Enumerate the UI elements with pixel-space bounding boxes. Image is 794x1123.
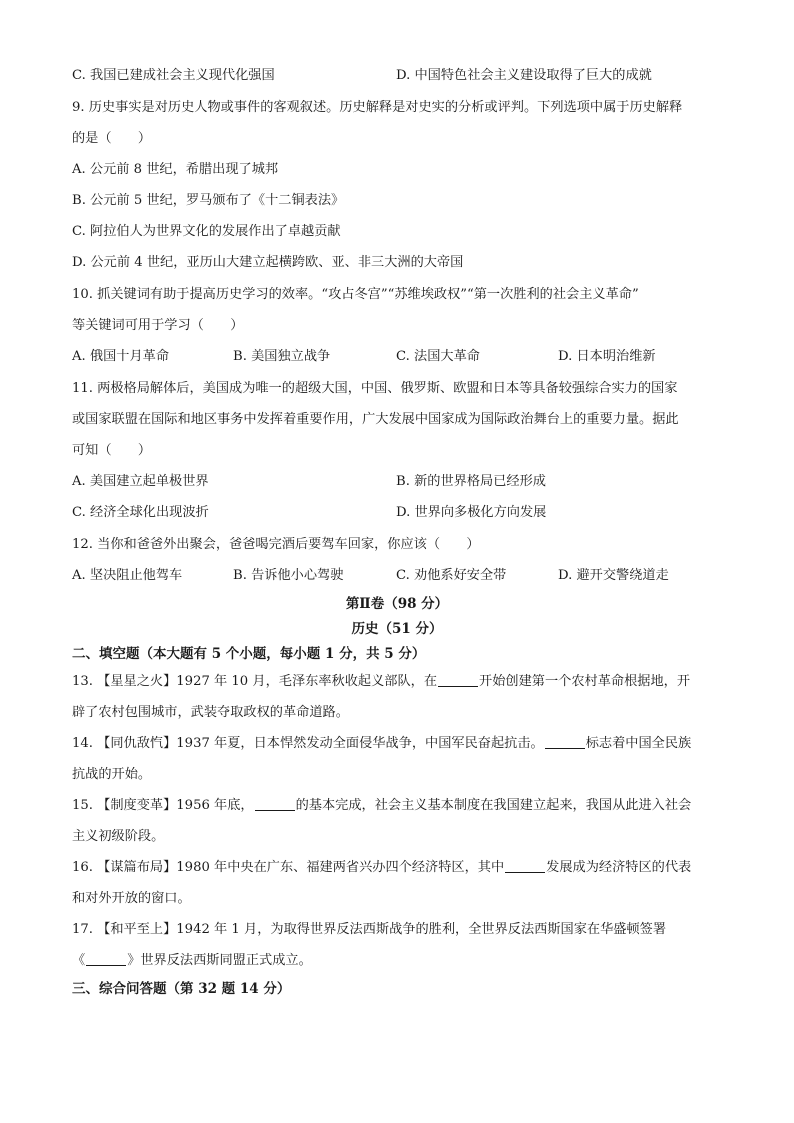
q11-stem-line3: 可知（ ） [72,443,152,458]
q15-text-post: 的基本完成，社会主义基本制度在我国建立起来，我国从此进入社会 [295,798,692,813]
q17-line2 [72,951,722,971]
q10-stem-line2: 等关键词可用于学习（ ） [72,318,244,333]
q13-blank[interactable] [438,672,478,687]
q11-option-b: B. 新的世界格局已经形成 [396,474,546,489]
q14-text-post: 标志着中国全民族 [585,736,692,751]
q9-option-a: A. 公元前 8 世纪，希腊出现了城邦 [72,162,279,177]
q11-option-d: D. 世界向多极化方向发展 [396,505,547,520]
q16-blank[interactable] [505,858,545,873]
q16-text-pre: 16. 【谋篇布局】1980 年中央在广东、福建两省兴办四个经济特区，其中 [72,860,505,875]
q9-option-d: D. 公元前 4 世纪，亚历山大建立起横跨欧、亚、非三大洲的大帝国 [72,255,464,270]
q15-blank[interactable] [255,796,295,811]
history-title: 历史（51 分） [351,621,443,637]
q9-option-b: B. 公元前 5 世纪，罗马颁布了《十二铜表法》 [72,193,345,208]
q9-stem-line1: 9. 历史事实是对历史人物或事件的客观叙述。历史解释是对史实的分析或评判。下列选项中属于历史解释 [72,100,683,115]
q15-line2: 主义初级阶段。 [72,829,165,844]
q12-option-b: B. 告诉他小心驾驶 [233,568,344,583]
q13-text-pre: 13. 【星星之火】1927 年 10 月，毛泽东率秋收起义部队，在 [72,674,438,689]
q12-option-c: C. 劝他系好安全带 [396,568,507,583]
q13-text-post: 开始创建第一个农村革命根据地，开 [479,674,691,689]
q11-option-a: A. 美国建立起单极世界 [72,474,209,489]
q11-stem-line2: 或国家联盟在国际和地区事务中发挥着重要作用，广大发展中国家成为国际政治舞台上的重要力量。据此 [72,412,679,427]
q16-line1 [72,858,722,878]
q8-option-d: D. 中国特色社会主义建设取得了巨大的成就 [396,68,652,83]
q12-option-d: D. 避开交警绕道走 [558,568,669,583]
q15-text-pre: 15. 【制度变革】1956 年底， [72,798,254,813]
q9-stem-line2: 的是（ ） [72,131,152,146]
q11-option-c: C. 经济全球化出现波折 [72,505,209,520]
q17-text-post: 》世界反法西斯同盟正式成立。 [127,953,312,968]
q17-blank[interactable] [86,951,126,966]
q13-line1 [72,672,722,692]
q11-stem-line1: 11. 两极格局解体后，美国成为唯一的超级大国，中国、俄罗斯、欧盟和日本等具备较强综合实力的国家 [72,381,678,396]
q9-option-c: C. 阿拉伯人为世界文化的发展作出了卓越贡献 [72,224,341,239]
q14-line1 [72,734,722,754]
q14-line2: 抗战的开始。 [72,767,152,782]
q10-option-b: B. 美国独立战争 [233,349,331,364]
q10-stem-line1: 10. 抓关键词有助于提高历史学习的效率。“攻占冬宫”“苏维埃政权”“第一次胜利的社会主义革命” [72,287,639,302]
q13-line2: 辟了农村包围城市，武装夺取政权的革命道路。 [72,705,349,720]
q10-option-c: C. 法国大革命 [396,349,480,364]
q14-blank[interactable] [545,734,585,749]
q14-text-pre: 14. 【同仇敌忾】1937 年夏，日本悍然发动全面侵华战争，中国军民奋起抗击。 [72,736,544,751]
q17-text-pre: 《 [72,953,86,968]
q12-stem: 12. 当你和爸爸外出聚会，爸爸喝完酒后要驾车回家，你应该（ ） [72,537,480,552]
section3-title: 三、综合问答题（第 32 题 14 分） [72,981,291,997]
q8-option-c: C. 我国已建成社会主义现代化强国 [72,68,275,83]
q12-option-a: A. 坚决阻止他驾车 [72,568,183,583]
q16-text-post: 发展成为经济特区的代表 [546,860,692,875]
part2-title: 第Ⅱ卷（98 分） [345,596,449,612]
q10-option-a: A. 俄国十月革命 [72,349,170,364]
q17-line1: 17. 【和平至上】1942 年 1 月，为取得世界反法西斯战争的胜利，全世界反法西斯国家在华盛顿签署 [72,922,667,937]
q15-line1 [72,796,722,816]
section2-title: 二、填空题（本大题有 5 个小题，每小题 1 分，共 5 分） [72,646,426,662]
q10-option-d: D. 日本明治维新 [558,349,656,364]
q16-line2: 和对外开放的窗口。 [72,891,191,906]
